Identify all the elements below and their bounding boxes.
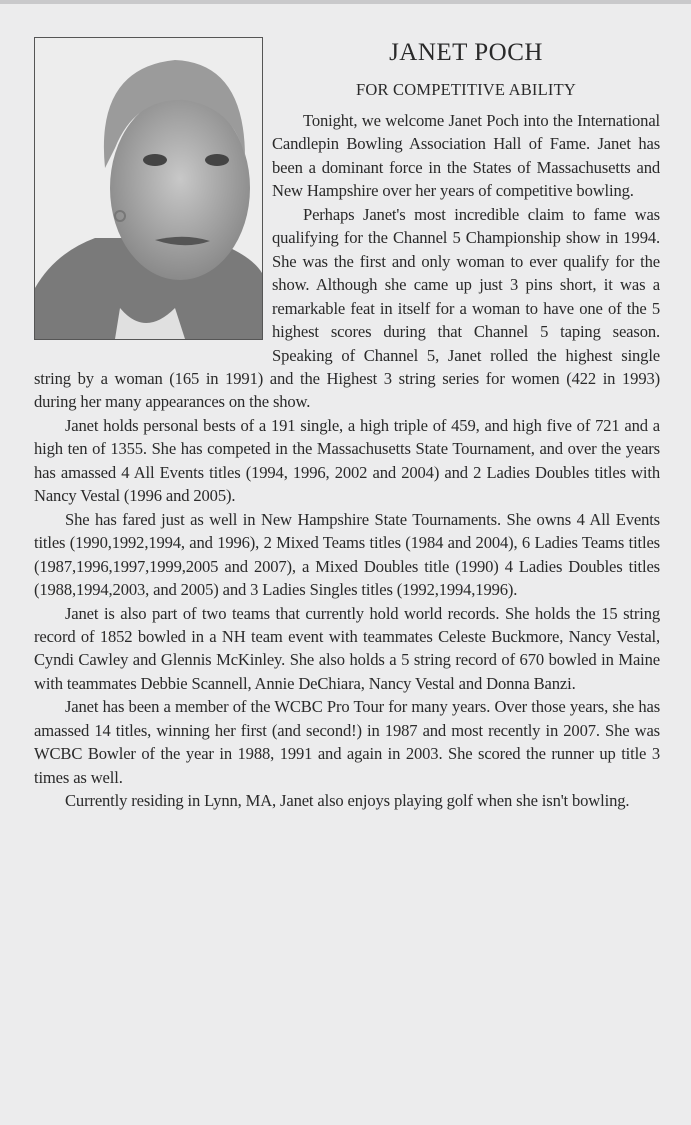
article bbox=[34, 37, 660, 813]
portrait-photo bbox=[34, 37, 263, 340]
paragraph: She has fared just as well in New Hampshire State Tournaments. She owns 4 All Events titles (1990,1992,1994, and 1996), 2 Mixed Teams titles (1984 and 2004), 6 Ladies Teams titles (1987,1996,1997,1999,2005 and 2007), a Mixed Doubles title (1990) 4 Ladies Doubles titles (1988,1994,2003, and 2005) and 3 Ladies Singles titles (1992,1994,1996). bbox=[34, 509, 660, 600]
paragraph: Currently residing in Lynn, MA, Janet also enjoys playing golf when she isn't bowling. bbox=[65, 791, 630, 811]
paragraph: Janet is also part of two teams that currently hold world records. She holds the 15 string record of 1852 bowled in a NH team event with teammates Celeste Buckmore, Nancy Vestal, Cyndi Cawley and Glennis McKinley. She also holds a 5 string record of 670 bowled in Maine with teammates Debbie Scannell, Annie DeChiara, Nancy Vestal and Donna Banzi. bbox=[34, 603, 660, 693]
page-title: JANET POCH bbox=[389, 39, 543, 66]
paragraph: Perhaps Janet's most incredible claim to fame was qualifying for the Channel 5 Championship show in 1994. She was the first and only woman to ever qualify for the show. Although she came up just 3 pins short, it was a remarkable feat in itself for a woman to have one of the 5 highest scores during that Channel 5 taping season. Speaking of Channel 5, Janet rolled the highest single string by a woman (165 in 1991) and the Highest 3 string series for women (422 in 1993) during her many appearances on the show. bbox=[34, 204, 660, 412]
paragraph: Janet holds personal bests of a 191 single, a high triple of 459, and high five of 721 and a high ten of 1355. She has competed in the Massachusetts State Tournament, and over the years has amassed 4 All Events titles (1994, 1996, 2002 and 2004) and 2 Ladies Doubles titles with Nancy Vestal (1996 and 2005). bbox=[34, 415, 660, 506]
scan-edge bbox=[0, 0, 691, 4]
paragraph: Tonight, we welcome Janet Poch into the International Candlepin Bowling Association Hall of Fame. Janet has been a dominant force in the States of Massachusetts and New Hampshire over her years of competitive bowling. bbox=[272, 111, 660, 201]
page-subtitle: FOR COMPETITIVE ABILITY bbox=[355, 80, 576, 99]
paragraph: Janet has been a member of the WCBC Pro Tour for many years. Over those years, she has amassed 14 titles, winning her first (and second!) in 1987 and most recently in 2007. She was WCBC Bowler of the year in 1988, 1991 and again in 2003. She scored the runner up title 3 times as well. bbox=[34, 697, 660, 787]
